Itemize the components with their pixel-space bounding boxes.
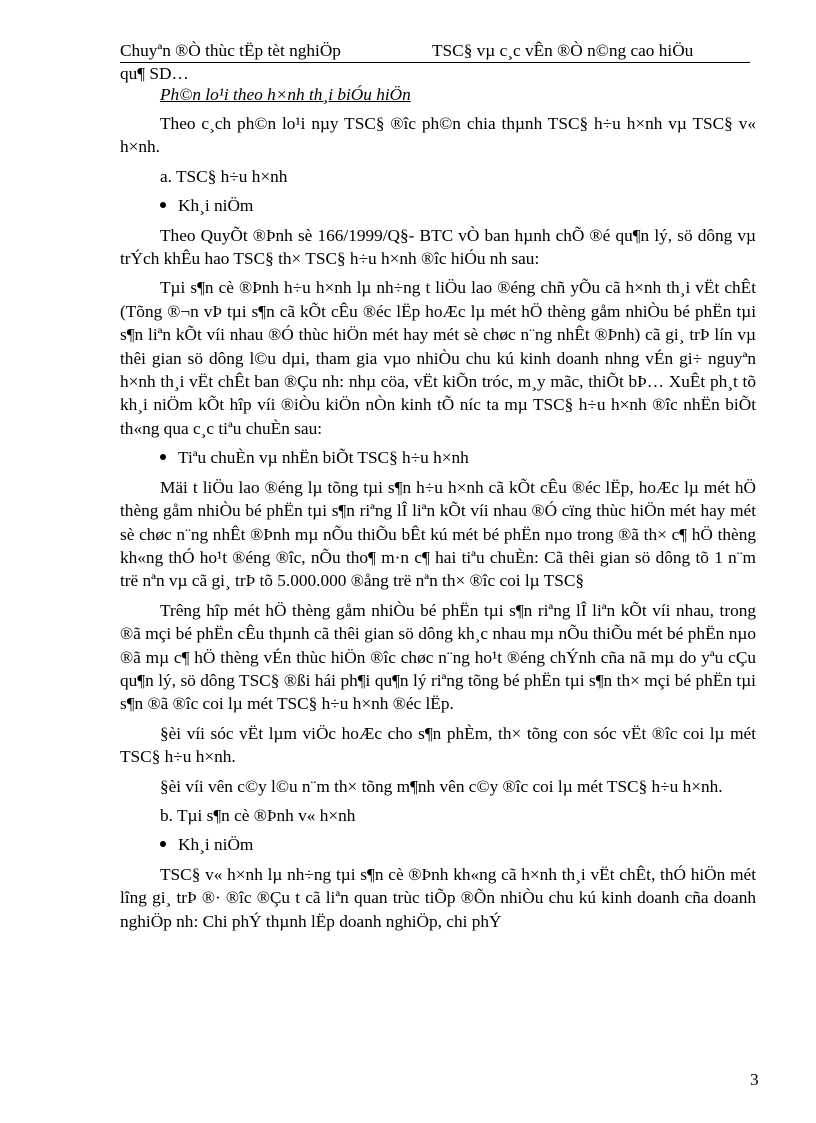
bullet-item-concept-2 <box>120 833 756 856</box>
bullet-icon <box>160 841 166 847</box>
bullet-label: Tiªu chuÈn vµ nhËn biÕt TSC§ h÷u h×nh <box>178 448 469 468</box>
paragraph-intangible: TSC§ v« h×nh lµ nh÷ng tµi s¶n cè ®Þnh kh«ng cã h×nh th¸i vËt chÊt, thÓ hiÖn mét lîng gi¸ trÞ ®· ®îc ®Çu t cã liªn quan trùc tiÕp ®Õn nhiÒu chu kú kinh doanh cña doanh nghiÖp nh: Chi phÝ thµnh lËp doanh nghiÖp, chi phÝ <box>120 864 756 931</box>
heading-tangible-assets: a. TSC§ h÷u h×nh <box>160 166 288 186</box>
bullet-icon <box>160 454 166 460</box>
page-number: 3 <box>750 1070 759 1089</box>
bullet-icon <box>160 202 166 208</box>
bullet-item-criteria <box>120 446 756 469</box>
body-content <box>120 84 756 933</box>
running-header <box>120 40 750 63</box>
paragraph-intro: Theo c¸ch ph©n lo¹i nµy TSC§ ®îc ph©n chia thµnh TSC§ h÷u h×nh vµ TSC§ v« h×nh. <box>120 114 756 157</box>
header-left-text: Chuyªn ®Ò thùc tËp tèt nghiÖp <box>120 41 341 60</box>
paragraph-orchard: §èi víi vên c©y l©u n¨m th× tõng m¶nh vên c©y ®îc coi lµ mét TSC§ h÷u h×nh. <box>160 776 723 796</box>
paragraph-livestock: §èi víi sóc vËt lµm viÖc hoÆc cho s¶n phÈm, th× tõng con sóc vËt ®îc coi lµ mét TSC§ h÷u h×nh. <box>120 723 756 767</box>
paragraph-system: Trêng hîp mét hÖ thèng gåm nhiÒu bé phËn tµi s¶n riªng lÎ liªn kÕt víi nhau, trong ®ã mçi bé phËn cÊu thµnh cã thêi gian sö dông kh¸c nhau mµ nÕu thiÕu mét bé phËn nµo ®ã mµ c¶ hÖ thèng vÉn thùc hiÖn ®îc chøc n¨ng ho¹t ®éng chÝnh cña nã mµ do yªu cÇu qu¶n lý, sö dông TSC§ ®ßi hái ph¶i qu¶n lý riªng tõng bé phËn tµi s¶n th× mçi bé phËn tµi s¶n ®ã ®îc coi lµ mét TSC§ h÷u h×nh ®éc lËp. <box>120 600 756 714</box>
paragraph-criteria: Mäi t liÖu lao ®éng lµ tõng tµi s¶n h÷u h×nh cã kÕt cÊu ®éc lËp, hoÆc lµ mét hÖ thèng gåm nhiÒu bé phËn tµi s¶n riªng lÎ liªn kÕt víi nhau ®Ó cïng thùc hiÖn mét hay mét sè chøc n¨ng nhÊt ®Þnh mµ nÕu thiÕu bÊt kú mét bé phËn nµo trong ®ã th× c¶ hÖ thèng kh«ng thÓ ho¹t ®éng ®îc, nÕu tho¶ m·n c¶ hai tiªu chuÈn: Cã thêi gian sö dông tõ 1 n¨m trë nªn vµ cã gi¸ trÞ tõ 5.000.000 ®ång trë nªn th× ®îc coi lµ TSC§ <box>120 477 756 591</box>
bullet-item-concept <box>120 194 756 217</box>
heading-intangible-assets: b. Tµi s¶n cè ®Þnh v« h×nh <box>160 805 356 825</box>
header-right-text: TSC§ vµ c¸c vÊn ®Ò n©ng cao hiÖu <box>432 41 694 60</box>
paragraph-definition: Tµi s¶n cè ®Þnh h÷u h×nh lµ nh÷ng t liÖu lao ®éng chñ yÕu cã h×nh th¸i vËt chÊt (Tõng ®¬n vÞ tµi s¶n cã kÕt cÊu ®éc lËp hoÆc lµ mét hÖ thèng gåm nhiÒu bé phËn tµi s¶n liªn kÕt víi nhau ®Ó thùc hiÖn mét hay mét sè chøc n¨ng nhÊt ®Þnh) cã gi¸ trÞ lín vµ thêi gian sö dông l©u dµi, tham gia vµo nhiÒu chu kú kinh doanh nhng vÉn gi÷ nguyªn h×nh th¸i vËt chÊt ban ®Çu nh: nhµ cöa, vËt kiÕn tróc, m¸y mãc, thiÕt bÞ… XuÊt ph¸t tõ kh¸i niÖm kÕt hîp víi ®iÒu kiÖn nÒn kinh tÕ níc ta mµ TSC§ h÷u h×nh ®îc nhËn biÕt th«ng qua c¸c tiªu chuÈn sau: <box>120 278 756 438</box>
bullet-label: Kh¸i niÖm <box>178 196 254 216</box>
section-subtitle: Ph©n lo¹i theo h×nh th¸i biÓu hiÖn <box>160 85 411 104</box>
header-continuation-text: qu¶ SD… <box>120 64 189 83</box>
bullet-label: Kh¸i niÖm <box>178 835 254 855</box>
paragraph-decision: Theo QuyÕt ®Þnh sè 166/1999/Q§- BTC vÒ ban hµnh chÕ ®é qu¶n lý, sö dông vµ trÝch khÊu hao TSC§ th× TSC§ h÷u h×nh ®îc hiÓu nh sau: <box>120 225 756 269</box>
